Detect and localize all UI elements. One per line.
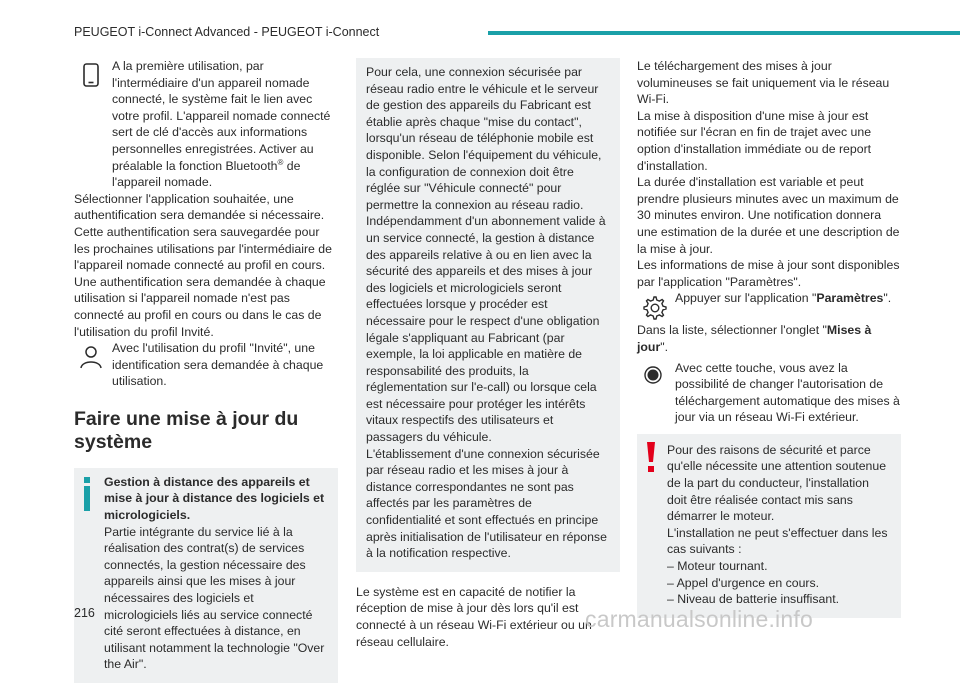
notification-text: Le système est en capacité de notifier la réception de mise à jour dès lors qu'il est connecté à un réseau Wi-Fi extérieur ou un réseau cellulaire. <box>356 584 592 649</box>
info-box <box>74 468 338 683</box>
info-icon <box>82 477 92 511</box>
info-text: Partie intégrante du service lié à la réalisation des contrat(s) de services connectés, la gestion nécessaire des appareils ainsi que les mises à jour nécessaires des logiciels et micrologiciels liés au service connecté cité seront effectuées à distance, en utilisant notamment la technologie "Over the Air". <box>104 524 325 672</box>
column-2 <box>356 58 620 650</box>
user-profile-icon <box>74 340 108 374</box>
connection-text-3: L'établissement d'une connexion sécurisée par réseau radio et les mises à jour à distance correspondantes ne sont pas affectés par les paramètres de confidentialité et sont effectués en principe après initialisation de l'utilisateur en réponse à la notification respective. <box>366 446 607 561</box>
section-heading: Faire une mise à jour du système <box>74 407 299 453</box>
smartphone-icon <box>74 58 108 92</box>
install-duration-text: La durée d'installation est variable et peut prendre plusieurs minutes avec un maximum de 30 minutes environ. Une notification donnera une estimation de la durée et une description de la mise à jour. <box>637 175 900 256</box>
guest-profile-note <box>74 340 338 390</box>
settings-info-text: Les informations de mise à jour sont disponibles par l'application "Paramètres". <box>637 258 900 289</box>
authentication-text: Sélectionner l'application souhaitée, une authentification sera demandée si nécessaire. Cette authentification sera sauvegardée pour les prochaines utilisations par l'intermédiaire de l'appareil nomade connecté au profil en cours. Une authentification sera demandée à chaque utilisation si l'appareil nomade n'est pas connecté au profil en cours ou dans le cas de l'utilisation du profil Invité. <box>74 191 332 339</box>
gear-icon <box>637 290 671 324</box>
toggle-button-icon <box>637 360 671 394</box>
toggle-text: Avec cette touche, vous avez la possibilité de changer l'autorisation de téléchargement automatique des mises à jour via un réseau Wi-Fi extérieur. <box>675 360 900 425</box>
header-accent-bar <box>488 31 960 35</box>
page-header-title: PEUGEOT i-Connect Advanced - PEUGEOT i-Connect <box>74 25 380 39</box>
settings-app-text: Appuyer sur l'application "Paramètres". <box>675 291 892 306</box>
settings-instruction <box>637 290 901 326</box>
watermark: carmanualsonline.info <box>585 606 813 632</box>
warning-text-1: Pour des raisons de sécurité et parce qu'elle nécessite une attention soutenue de la part du conducteur, l'installation doit être réalisée contact mis sans démarrer le moteur. <box>667 442 887 524</box>
warning-item: – Appel d'urgence en cours. <box>667 575 820 590</box>
column-1 <box>74 58 338 683</box>
connection-text-1: Pour cela, une connexion sécurisée par réseau radio entre le véhicule et le serveur de gestion des appareils du Fabricant est établie après chaque "mise du contact", lorsqu'un réseau de téléphonie mobile est disponible. Selon l'équipement du véhicule, la configuration de connexion doit être réglée sur "Véhicule connecté" pour permettre la connexion au réseau radio. <box>366 65 602 212</box>
wifi-download-text: Le téléchargement des mises à jour volumineuses se fait uniquement via le réseau Wi-Fi. <box>637 59 890 107</box>
update-notify-text: La mise à disposition d'une mise à jour est notifiée sur l'écran en fin de trajet avec une option d'installation immédiate ou de report d'installation. <box>637 108 872 173</box>
info-title: Gestion à distance des appareils et mise à jour à distance des logiciels et micrologiciels. <box>104 474 325 523</box>
connection-box <box>356 58 620 572</box>
connection-text-2: Indépendamment d'un abonnement valide à un service connecté, la gestion à distance des appareils relative à ou en lien avec la sécurité des appareils et des mises à jour des logiciels et micrologiciels seront effectuées lorsque y procéder est nécessaire pour le respect d'une obligation légale s'appliquant au Fabricant (par exemple, la loi applicable en matière de responsabilité des produits, la réglementation sur l'e-call) ou lorsque cela est nécessaire pour protéger les intérêts vitaux respectifs des utilisateurs et passagers du véhicule. <box>366 214 606 445</box>
warning-box <box>637 434 901 618</box>
page-number: 216 <box>74 606 95 620</box>
warning-item: – Niveau de batterie insuffisant. <box>667 592 840 607</box>
phone-instruction <box>74 58 338 191</box>
guest-profile-text: Avec l'utilisation du profil "Invité", une identification sera demandée à chaque utilisation. <box>112 341 324 389</box>
column-3 <box>637 58 901 618</box>
warning-item: – Moteur tournant. <box>667 559 768 574</box>
warning-icon <box>645 442 657 474</box>
auto-download-toggle-note <box>637 360 901 426</box>
warning-text-2: L'installation ne peut s'effectuer dans les cas suivants : <box>667 525 888 557</box>
updates-tab-text: Dans la liste, sélectionner l'onglet "Mises à jour". <box>637 323 872 354</box>
phone-text: A la première utilisation, par l'intermédiaire d'un appareil nomade connecté, le système fait le lien avec votre profil. L'appareil nomade connecté sert de clé d'accès aux informations personnelles enregistrées. Activer au préalable la fonction Bluetooth® de l'appareil nomade. <box>112 59 331 190</box>
